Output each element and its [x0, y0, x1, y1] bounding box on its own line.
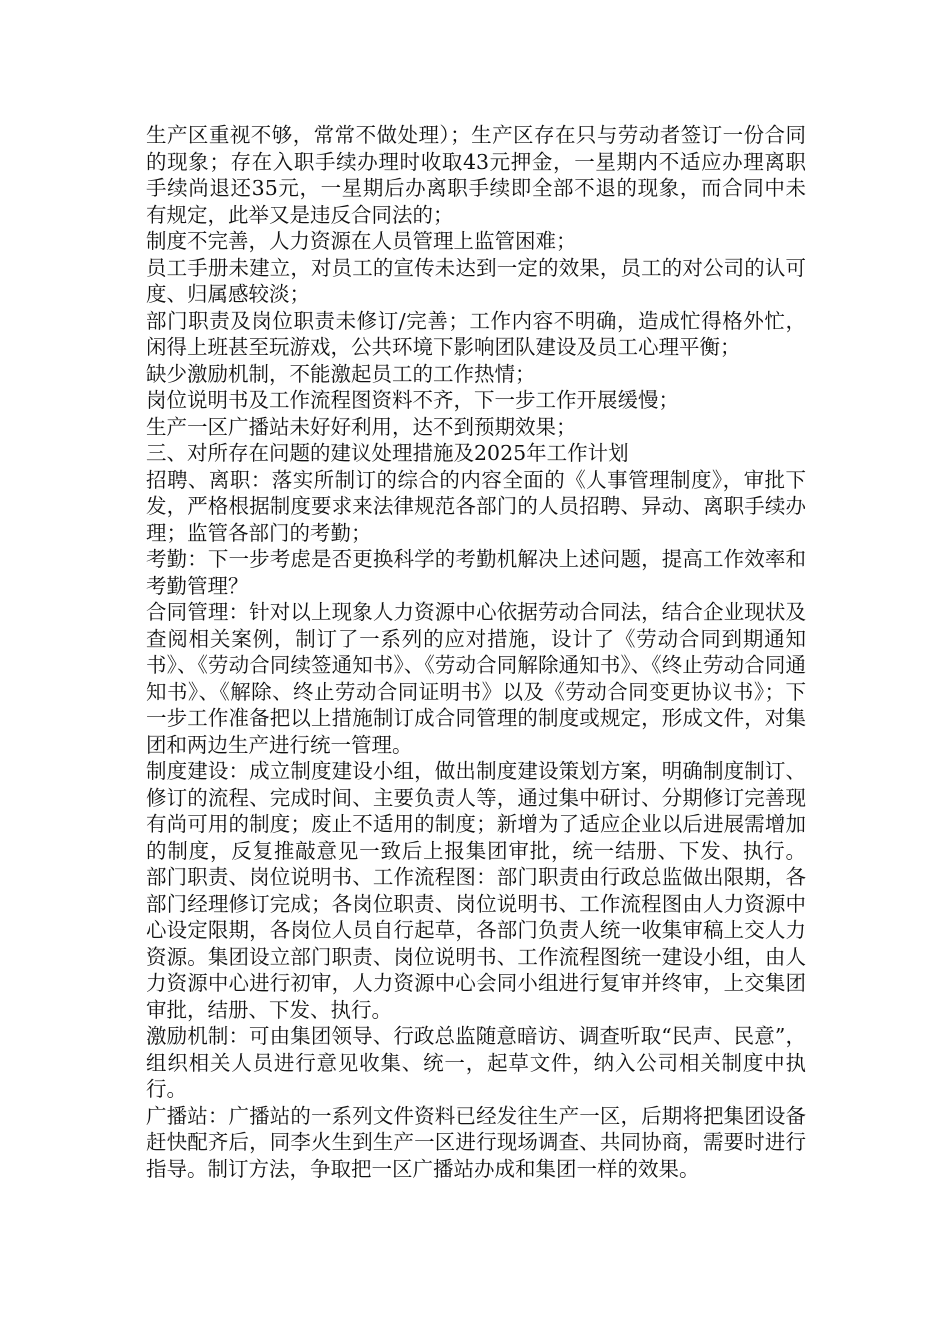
- document-body: [146, 122, 806, 1182]
- paragraph-broadcast-station: 生产一区广播站未好好利用，达不到预期效果；: [146, 414, 577, 439]
- paragraph-incentive-lack: 缺少激励机制，不能激起员工的工作热情；: [146, 361, 536, 386]
- paragraph-employee-handbook: 员工手册未建立，对员工的宣传未达到一定的效果，员工的对公司的认可度、归属感较淡；: [146, 255, 806, 306]
- paragraph-job-description: 岗位说明书及工作流程图资料不齐，下一步工作开展缓慢；: [146, 388, 679, 412]
- paragraph-job-duties: 部门职责及岗位职责未修订/完善；工作内容不明确，造成忙得格外忙，闲得上班甚至玩游戏，公共环境下影响团队建设及员工心理平衡；: [146, 308, 806, 359]
- paragraph-recruitment: 招聘、离职：落实所制订的综合的内容全面的《人事管理制度》，审批下发，严格根据制度要求来法律规范各部门的人员招聘、异动、离职手续办理；监管各部门的考勤；: [146, 467, 806, 545]
- paragraph-broadcast-plan: 广播站：广播站的一系列文件资料已经发往生产一区，后期将把集团设备赶快配齐后，同李火生到生产一区进行现场调查、共同协商，需要时进行指导。制订方法，争取把一区广播站办成和集团一样的效果。: [146, 1103, 806, 1181]
- paragraph-system-incomplete: 制度不完善，人力资源在人员管理上监管困难；: [146, 229, 577, 253]
- section-heading: 三、对所存在问题的建议处理措施及2025年工作计划: [146, 441, 629, 465]
- paragraph-incentive-mechanism: 激励机制：可由集团领导、行政总监随意暗访、调查听取“民声、民意”，组织相关人员进行意见收集、统一，起草文件，纳入公司相关制度中执行。: [146, 1024, 806, 1101]
- paragraph-system-building: 制度建设：成立制度建设小组，做出制度建设策划方案，明确制度制订、修订的流程、完成时间、主要负责人等，通过集中研讨、分期修订完善现有尚可用的制度；废止不适用的制度；新增为了适应企业以后进展需增加的制度，反复推敲意见一致后上报集团审批，统一结册、下发、执行。 部门职责、岗位说明书、工作流程图：部门职责由行政总监做出限期，各部门经理修订完成；各岗位职责、岗位说明书、工作流程图由人力资源中心设定限期，各岗位人员自行起草，各部门负责人统一收集审稿上交人力资源。集团设立部门职责、岗位说明书、工作流程图统一建设小组，由人力资源中心进行初审，人力资源中心会同小组进行复审并终审，上交集团审批，结册、下发、执行。: [146, 759, 806, 1022]
- paragraph-contract-issues: 生产区重视不够，常常不做处理）；生产区存在只与劳动者签订一份合同的现象；存在入职手续办理时收取43元押金，一星期内不适应办理离职手续尚退还35元，一星期后办离职手续即全部不退的现象，而合同中未有规定，此举又是违反合同法的；: [146, 123, 806, 227]
- paragraph-attendance: 考勤：下一步考虑是否更换科学的考勤机解决上述问题，提高工作效率和考勤管理？: [146, 547, 806, 598]
- paragraph-contract-management: 合同管理：针对以上现象人力资源中心依据劳动合同法，结合企业现状及查阅相关案例，制订了一系列的应对措施，设计了《劳动合同到期通知书》、《劳动合同续签通知书》、《劳动合同解除通知书》、《终止劳动合同通知书》、《解除、终止劳动合同证明书》以及《劳动合同变更协议书》；下一步工作准备把以上措施制订成合同管理的制度或规定，形成文件，对集团和两边生产进行统一管理。: [146, 600, 806, 757]
